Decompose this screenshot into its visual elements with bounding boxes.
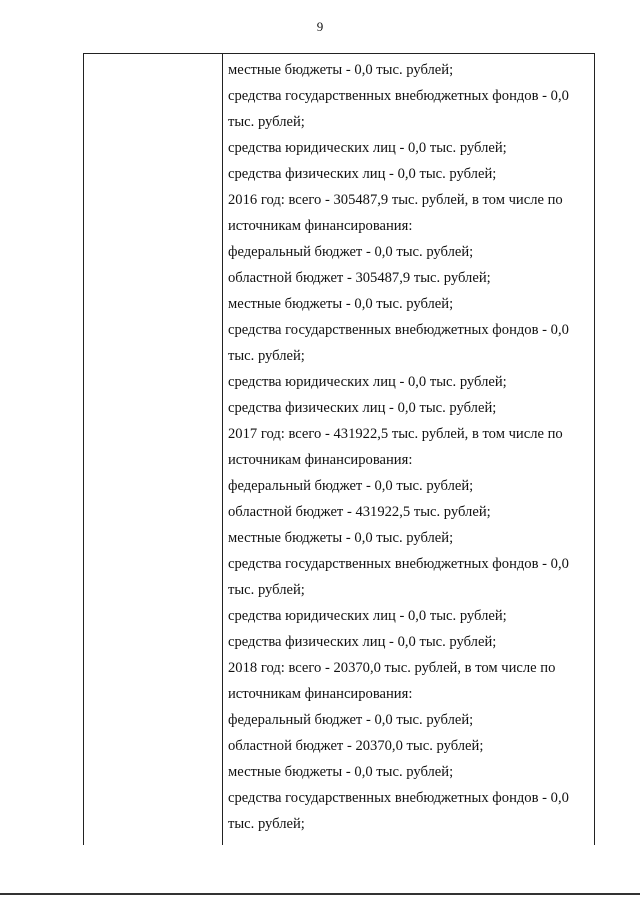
funding-line: областной бюджет - 20370,0 тыс. рублей; xyxy=(228,738,484,754)
funding-line: средства юридических лиц - 0,0 тыс. рублей; xyxy=(228,140,507,156)
funding-line: тыс. рублей; xyxy=(228,582,305,598)
funding-line: тыс. рублей; xyxy=(228,348,305,364)
funding-line: 2016 год: всего - 305487,9 тыс. рублей, в том числе по xyxy=(228,192,563,208)
funding-line: средства физических лиц - 0,0 тыс. рублей; xyxy=(228,166,497,182)
funding-line-text: средства государственных внебюджетных фондов - 0,0 xyxy=(228,88,569,104)
funding-line: источникам финансирования: xyxy=(228,218,413,234)
funding-line: местные бюджеты - 0,0 тыс. рублей; xyxy=(228,296,454,312)
column-divider xyxy=(222,54,223,845)
funding-line: источникам финансирования: xyxy=(228,452,413,468)
funding-line: тыс. рублей; xyxy=(228,114,305,130)
funding-line: средства государственных внебюджетных фондов - 0,0 xyxy=(228,322,569,338)
funding-line: федеральный бюджет - 0,0 тыс. рублей; xyxy=(228,712,474,728)
funding-line: средства физических лиц - 0,0 тыс. рублей; xyxy=(228,634,497,650)
funding-line: тыс. рублей; xyxy=(228,816,305,832)
funding-line: местные бюджеты - 0,0 тыс. рублей; xyxy=(228,764,454,780)
funding-line: средства государственных внебюджетных фондов - 0,0 xyxy=(228,556,569,572)
funding-description-cell xyxy=(228,57,588,837)
funding-line: средства юридических лиц - 0,0 тыс. рублей; xyxy=(228,374,507,390)
funding-line: источникам финансирования: xyxy=(228,686,413,702)
funding-line: областной бюджет - 431922,5 тыс. рублей; xyxy=(228,504,491,520)
funding-line: федеральный бюджет - 0,0 тыс. рублей; xyxy=(228,244,474,260)
funding-table xyxy=(83,53,595,845)
funding-line: федеральный бюджет - 0,0 тыс. рублей; xyxy=(228,478,474,494)
page-number: 9 xyxy=(316,19,324,34)
page-bottom-rule xyxy=(0,893,640,895)
funding-line: 2017 год: всего - 431922,5 тыс. рублей, в том числе по xyxy=(228,426,563,442)
funding-line: местные бюджеты - 0,0 тыс. рублей; xyxy=(228,62,454,78)
funding-line: средства юридических лиц - 0,0 тыс. рублей; xyxy=(228,608,507,624)
funding-line: областной бюджет - 305487,9 тыс. рублей; xyxy=(228,270,491,286)
funding-line: средства государственных внебюджетных фондов - 0,0 xyxy=(228,790,569,806)
funding-line: 2018 год: всего - 20370,0 тыс. рублей, в том числе по xyxy=(228,660,556,676)
funding-line: местные бюджеты - 0,0 тыс. рублей; xyxy=(228,530,454,546)
funding-line: средства физических лиц - 0,0 тыс. рублей; xyxy=(228,400,497,416)
funding-line xyxy=(228,83,588,109)
